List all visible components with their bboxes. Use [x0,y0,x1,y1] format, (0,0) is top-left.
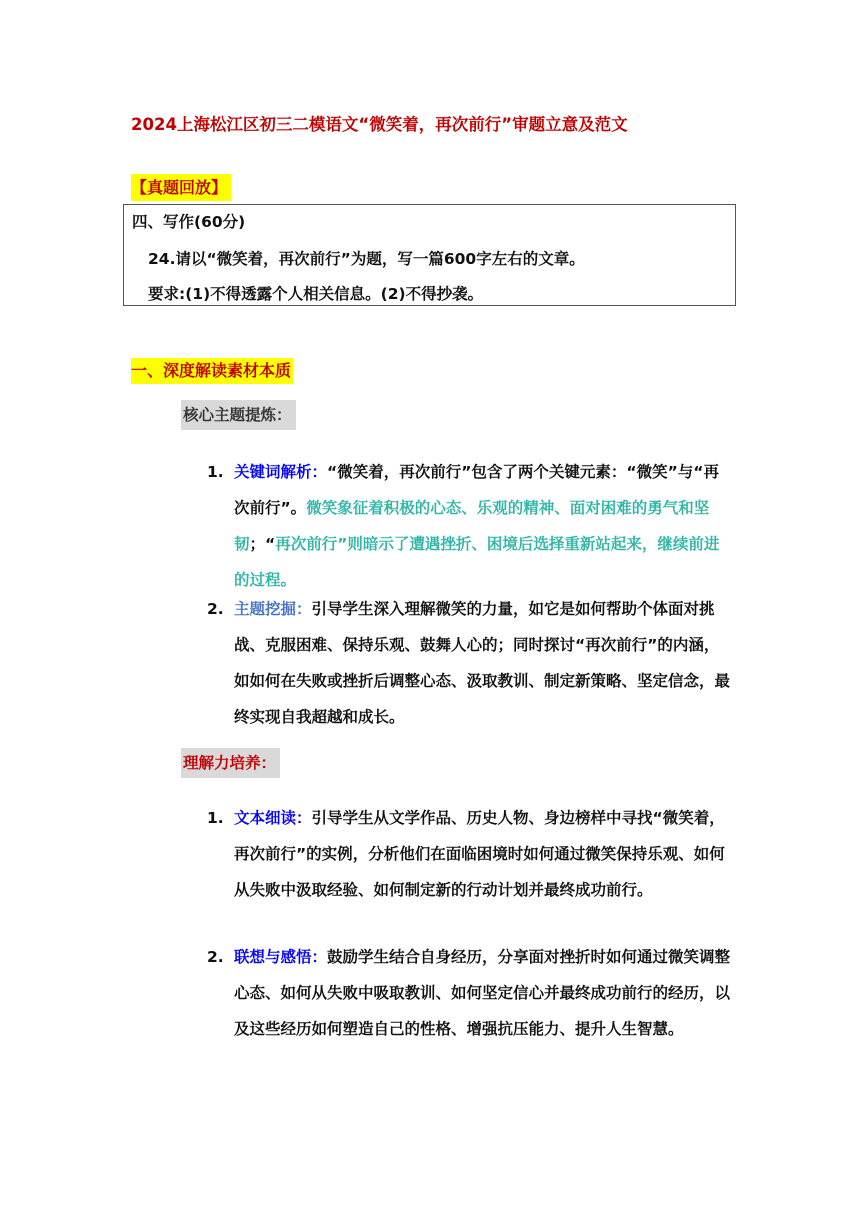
item-label: 关键词解析： [234,463,328,481]
list-number: 1. [207,809,224,827]
item-label: 主题挖掘： [234,600,312,618]
item-text-highlight: 再次前行”则暗示了遭遇挫折、困境后选择重新站起来，继续前进的过程。 [234,535,720,589]
subheading-comprehension: 理解力培养： [181,748,280,778]
list-number: 2. [207,948,224,966]
item-label: 文本细读： [234,809,312,827]
question-requirements: 要求:(1)不得透露个人相关信息。(2)不得抄袭。 [148,285,484,303]
question-prompt: 24.请以“微笑着，再次前行”为题，写一篇600字左右的文章。 [148,250,585,268]
item-label: 联想与感悟： [234,948,328,966]
list-number: 1. [207,463,224,481]
section-heading: 一、深度解读素材本质 [131,358,293,384]
question-box [123,204,736,306]
list-item-text [234,454,733,598]
item-text: 鼓励学生结合自身经历，分享面对挫折时如何通过微笑调整心态、如何从失败中吸取教训、如何坚定信心并最终成功前行的经历，以及这些经历如何塑造自己的性格、增强抗压能力、提升人生智慧。 [234,948,731,1038]
item-text: ；“ [249,535,276,553]
item-text: 引导学生从文学作品、历史人物、身边榜样中寻找“微笑着，再次前行”的实例，分析他们在面临困境时如何通过微笑保持乐观、如何从失败中汲取经验、如何制定新的行动计划并最终成功前行。 [234,809,725,899]
question-section: 四、写作(60分) [132,213,246,231]
list-item [207,454,733,598]
item-text: 引导学生深入理解微笑的力量，如它是如何帮助个体面对挑战、克服困难、保持乐观、鼓舞人心的；同时探讨“再次前行”的内涵，如如何在失败或挫折后调整心态、汲取教训、制定新策略、坚定信念，最终实现自我超越和成长。 [234,600,731,726]
item-text-highlight: 微笑象征着积极的心态、乐观的精神、面对困难的勇气和坚韧 [234,499,710,553]
list-item-text [234,591,733,735]
list-item-text [234,800,733,908]
list-item-text [234,939,733,1047]
list-item [207,939,733,1047]
list-item [207,591,733,735]
list-number: 2. [207,600,224,618]
subheading-core-theme: 核心主题提炼： [181,400,296,430]
list-item [207,800,733,908]
document-title: 2024上海松江区初三二模语文“微笑着，再次前行”审题立意及范文 [131,115,628,134]
review-tag: 【真题回放】 [131,174,231,201]
item-text: “微笑着，再次前行”包含了两个关键元素：“微笑”与“再次前行”。 [234,463,719,517]
